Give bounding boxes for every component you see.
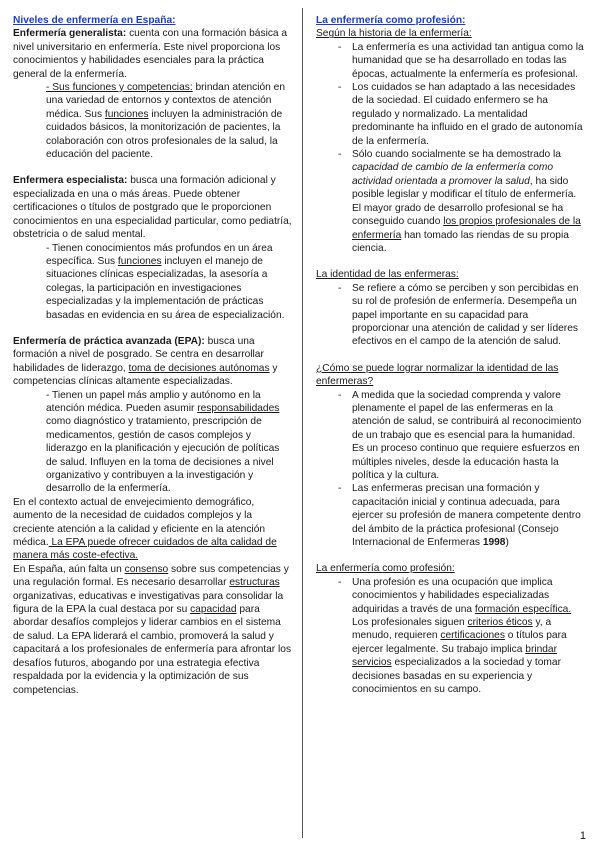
generalista-intro: cuenta con una formación básica a nivel universitario en enfermería. Este nivel proporciona los conocimientos y habilidades esenciales para la práctica general de la enfermería. <box>13 28 288 80</box>
historia-subtitle: Según la historia de la enfermería: <box>316 28 472 40</box>
normalizar-b2-a: Las enfermeras precisan una formación y capacitación inicial y continua adecuada, para ejercer su profesión de manera competente dentro del ámbito de la práctica profesional (Consejo Internacional de Enfermeras <box>352 483 581 549</box>
epa-functions <box>13 389 293 496</box>
historia-b3-b: , ha sido posible legislar y modificar el título de enfermería. El mayor grado de desarrollo profesional se ha conseguido cuando <box>352 175 577 228</box>
historia-b3-c: han tomado las riendas de su propia ciencia. <box>352 229 569 254</box>
epa-espana <box>13 563 293 697</box>
epa-espana-u1: consenso <box>124 563 169 575</box>
epa-functions-text-a: - Tienen un papel más amplio y autónomo en la atención médica. Pueden asumir <box>46 389 261 414</box>
especialista-paragraph <box>13 174 293 241</box>
profesion-b1-c: y, a menudo, requieren <box>352 617 552 642</box>
list-item <box>316 576 588 697</box>
epa-espana-u2: estructuras <box>229 577 280 589</box>
profesion-b1-u1: formación específica. <box>474 603 572 615</box>
normalizar-subtitle: ¿Cómo se puede lograr normalizar la identidad de las enfermeras? <box>316 362 559 388</box>
left-column <box>13 14 293 697</box>
generalista-functions <box>13 81 293 161</box>
historia-b3-a: Sólo cuando socialmente se ha demostrado la <box>352 149 561 161</box>
especialista-label: Enfermera especialista: <box>13 175 128 187</box>
right-title: La enfermería como profesión: <box>316 15 466 26</box>
generalista-functions-text-a: brindan atención en una variedad de entornos y contextos de atención médica. Sus <box>46 82 285 120</box>
profesion-b1-u2: criterios éticos <box>467 617 533 629</box>
list-item: - Se refiere a cómo se perciben y son percibidas en su rol de profesión de enfermería. Desempeña un papel importante en su capacidad para proporcionar una atención de calidad y ser líderes efectivos en el campo de la atención de salud. <box>316 282 588 349</box>
epa-contexto <box>13 496 293 563</box>
generalista-functions-underlined: funciones <box>104 108 149 120</box>
profesion-subtitle: La enfermería como profesión: <box>316 563 455 575</box>
profesion-list <box>316 576 588 697</box>
especialista-functions <box>13 242 293 322</box>
list-item <box>316 482 588 549</box>
epa-intro-b: y competencias clínicas altamente especializadas. <box>13 362 278 388</box>
profesion-b1-u3: certificaciones <box>440 630 505 642</box>
profesion-b1-d: o títulos para ejercer legalmente. Su trabajo implica <box>352 630 567 655</box>
left-title: Niveles de enfermería en España: <box>13 15 176 26</box>
normalizar-list <box>316 389 588 550</box>
epa-espana-d: para abordar desafíos complejos y liderar cambios en el sistema de salud. La EPA liderará el cambio, promoverá la salud y capacitará a los profesionales de enfermería para afrontar los desafíos futuros, abogando por una estrategia efectiva respaldada por la evidencia y la optimización de sus competencias. <box>13 604 292 696</box>
epa-contexto-underlined: La EPA puede ofrecer cuidados de alta calidad de manera más coste-efectiva. <box>13 537 277 562</box>
identidad-subtitle: La identidad de las enfermeras: <box>316 269 459 281</box>
historia-b3-underlined: los propios profesionales de la enfermería <box>352 216 581 241</box>
column-divider <box>302 8 303 838</box>
historia-list <box>316 41 588 256</box>
generalista-paragraph <box>13 27 293 81</box>
epa-intro-underlined: toma de decisiones autónomas <box>128 362 270 374</box>
profesion-b1-u4: brindar servicios <box>352 643 557 669</box>
list-item: - A medida que la sociedad comprenda y valore plenamente el papel de las enfermeras en la atención de salud, se contribuirá al reconocimiento de un trabajo que es esencial para la humanidad. Es un proceso continuo que requiere esfuerzos en múltiples niveles, desde la educación hasta la política y la cultura. <box>316 389 588 483</box>
right-column <box>316 14 588 697</box>
especialista-functions-text-b: incluyen el manejo de situaciones clínicas especializadas, la asesoría a colegas, la participación en investigaciones especializadas y la implementación de prácticas basadas en evidencia en su área de especialización. <box>46 255 285 321</box>
epa-label: Enfermería de práctica avanzada (EPA): <box>13 335 205 347</box>
epa-espana-b: sobre sus competencias y una regulación formal. Es necesario desarrollar <box>13 563 289 589</box>
profesion-b1-b: Los profesionales siguen <box>352 617 468 629</box>
epa-intro-a: busca una formación a nivel de posgrado. Se centra en desarrollar habilidades de liderazgo, <box>13 335 264 374</box>
epa-espana-u3: capacidad <box>190 604 237 616</box>
profesion-b1-e: especializados a la sociedad y tomar decisiones basadas en su experiencia y conocimientos en su campo. <box>352 657 561 696</box>
epa-espana-c: organizativas, educativas e investigativas para consolidar la figura de la EPA la cual destaca por su <box>13 590 284 616</box>
especialista-intro: busca una formación adicional y especializada en una o más áreas. Puede obtener certificaciones o títulos de postgrado que le proporcionen conocimientos en una especialidad particular, como pediatría, obstetricia o de salud mental. <box>13 175 292 241</box>
historia-b3-italic: capacidad de cambio de la enfermería como actividad orientada a promover la salud <box>352 162 554 187</box>
page-number: 1 <box>579 830 586 842</box>
normalizar-b2-b: ) <box>505 537 509 549</box>
generalista-label: Enfermería generalista: <box>13 28 127 40</box>
list-item: - La enfermería es una actividad tan antigua como la humanidad que se ha desarrollado en todas las épocas, actualmente la enfermería es profesional. <box>316 41 588 81</box>
epa-functions-text-b: como diagnóstico y tratamiento, prescripción de medicamentos, gestión de casos complejos y liderazgo en la planificación y ejecución de políticas de salud. Influyen en la toma de decisiones a nivel organizativo y contribuyen a la investigación y desarrollo de la enfermería. <box>46 416 280 495</box>
list-item <box>316 148 588 255</box>
especialista-functions-text-a: - Tienen conocimientos más profundos en un área específica. Sus <box>46 242 273 267</box>
list-item: - Los cuidados se han adaptado a las necesidades de la sociedad. El cuidado enfermero se ha regulado y normalizado. La mentalidad predominante ha influido en el grado de autonomía de la enfermería. <box>316 81 588 148</box>
epa-functions-underlined: responsabilidades <box>197 402 280 414</box>
epa-paragraph <box>13 335 293 389</box>
epa-contexto-text: En el contexto actual de envejecimiento demográfico, aumento de la necesidad de cuidados complejos y la creciente atención a la calidad y eficiente en la atención médica. <box>13 496 266 549</box>
generalista-functions-text-b: incluyen la administración de cuidados básicos, la monitorización de pacientes, la colaboración con otros profesionales de la salud, la educación del paciente. <box>46 108 283 161</box>
generalista-functions-link: - Sus funciones y competencias: <box>46 82 193 94</box>
especialista-functions-underlined: funciones <box>117 255 162 267</box>
normalizar-b2-year: 1998 <box>482 537 506 549</box>
epa-espana-a: En España, aún falta un <box>13 563 125 575</box>
profesion-b1-a: Una profesión es una ocupación que implica conocimientos y habilidades especializadas adquiridas a través de una <box>352 576 553 615</box>
identidad-list <box>316 282 588 349</box>
